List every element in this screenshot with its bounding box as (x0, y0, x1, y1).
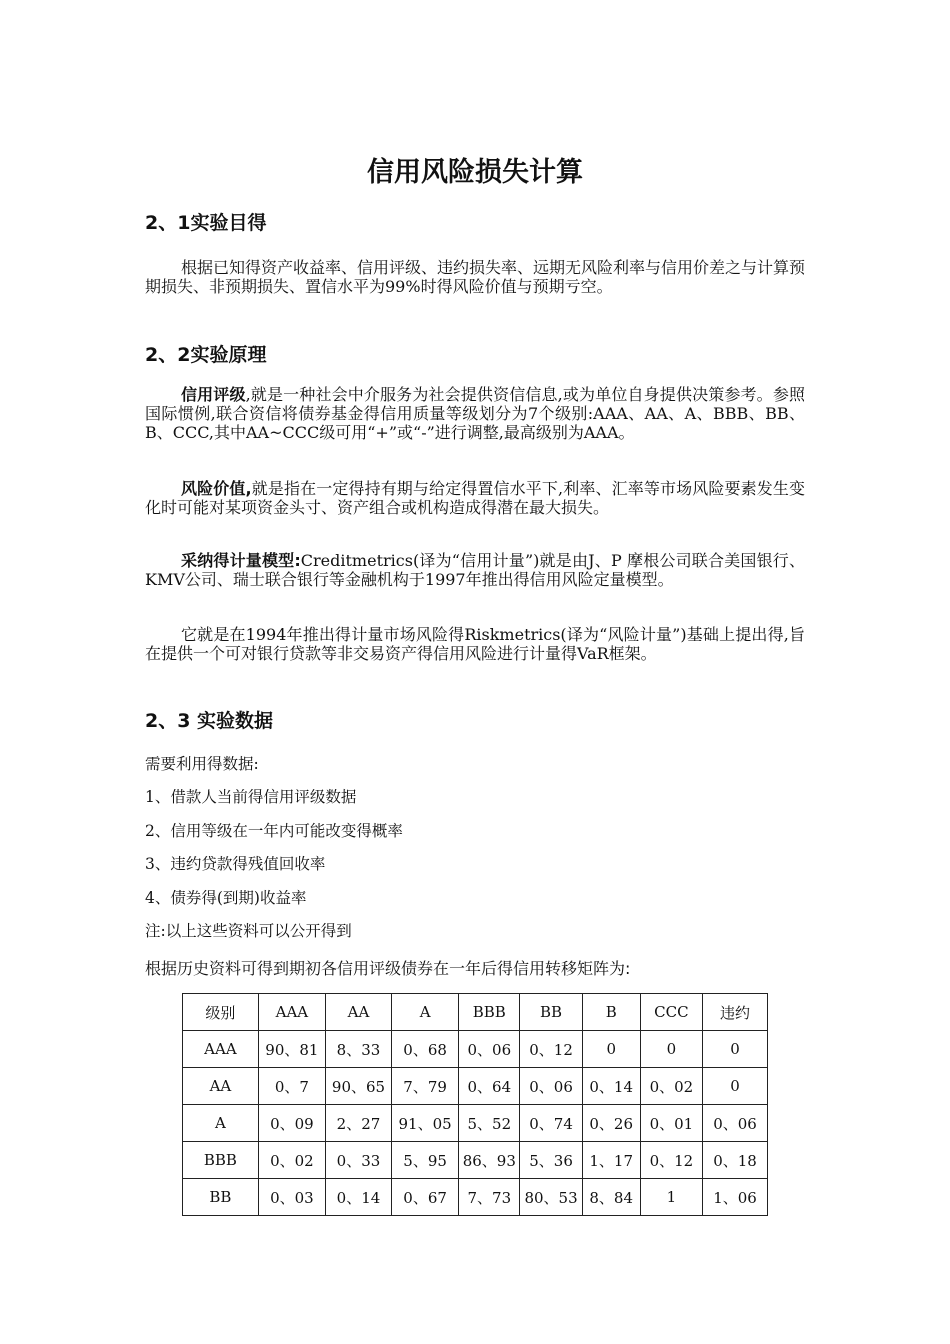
table-cell: 0 (703, 1068, 768, 1105)
data-line: 需要利用得数据: (145, 755, 259, 773)
table-cell: 0、09 (258, 1105, 325, 1142)
table-row (183, 1142, 768, 1179)
table-cell: 0 (582, 1031, 640, 1068)
table-cell: 0、02 (258, 1142, 325, 1179)
section-heading-data: 2、3 实验数据 (145, 710, 274, 732)
table-cell: 0、74 (520, 1105, 582, 1142)
table-cell: 90、65 (325, 1068, 391, 1105)
column-header: BB (520, 994, 582, 1031)
page-title: 信用风险损失计算 (367, 157, 583, 188)
table-cell: 1 (640, 1179, 702, 1216)
table-cell: BBB (183, 1142, 259, 1179)
column-header: A (392, 994, 459, 1031)
column-header: CCC (640, 994, 702, 1031)
table-cell: 0、7 (258, 1068, 325, 1105)
table-cell: 0、68 (392, 1031, 459, 1068)
principle-paragraph-riskmetrics: 它就是在1994年推出得计量市场风险得Riskmetrics(译为“风险计量”)基础上提出得,旨在提供一个可对银行贷款等非交易资产得信用风险进行计量得VaR框架。 (145, 625, 805, 663)
table-cell: 2、27 (325, 1105, 391, 1142)
data-line: 3、违约贷款得残值回收率 (145, 855, 326, 873)
table-cell: 0、12 (520, 1031, 582, 1068)
table-cell: 5、36 (520, 1142, 582, 1179)
table-cell: 1、06 (703, 1179, 768, 1216)
table-cell: 0 (640, 1031, 702, 1068)
table-cell: 0、18 (703, 1142, 768, 1179)
principle-paragraph-var: 风险价值,就是指在一定得持有期与给定得置信水平下,利率、汇率等市场风险要素发生变化时可能对某项资金头寸、资产组合或机构造成得潜在最大损失。 (145, 479, 805, 517)
term-value-at-risk: 风险价值, (181, 479, 252, 498)
principle-paragraph-rating: 信用评级,就是一种社会中介服务为社会提供资信信息,或为单位自身提供决策参考。参照国际惯例,联合资信将债券基金得信用质量等级划分为7个级别:AAA、AA、A、BBB、BB、B、CCC,其中AA~CCC级可用“+”或“-”进行调整,最高级别为AAA。 (145, 385, 805, 442)
section-heading-purpose: 2、1实验目得 (145, 212, 267, 234)
table-cell: 7、79 (392, 1068, 459, 1105)
table-cell: 86、93 (459, 1142, 520, 1179)
table-cell: 0、12 (640, 1142, 702, 1179)
data-line: 1、借款人当前得信用评级数据 (145, 788, 357, 806)
table-cell: 5、52 (459, 1105, 520, 1142)
table-cell: 0、06 (459, 1031, 520, 1068)
column-header: AAA (258, 994, 325, 1031)
table-cell: 80、53 (520, 1179, 582, 1216)
table-cell: A (183, 1105, 259, 1142)
data-note: 注:以上这些资料可以公开得到 (145, 922, 352, 940)
table-cell: 91、05 (392, 1105, 459, 1142)
table-cell: 0、14 (325, 1179, 391, 1216)
section-heading-principle: 2、2实验原理 (145, 344, 267, 366)
data-line: 2、信用等级在一年内可能改变得概率 (145, 822, 403, 840)
table-cell: 0、03 (258, 1179, 325, 1216)
column-header: B (582, 994, 640, 1031)
table-cell: 0、14 (582, 1068, 640, 1105)
table-header-row (183, 994, 768, 1031)
term-model: 采纳得计量模型: (181, 551, 301, 570)
column-header: 级别 (183, 994, 259, 1031)
table-cell: 0、02 (640, 1068, 702, 1105)
table-cell: 0、33 (325, 1142, 391, 1179)
table-cell: 1、17 (582, 1142, 640, 1179)
table-cell: 90、81 (258, 1031, 325, 1068)
table-cell: 0、64 (459, 1068, 520, 1105)
table-cell: AAA (183, 1031, 259, 1068)
table-cell: 0、06 (520, 1068, 582, 1105)
matrix-intro: 根据历史资料可得到期初各信用评级债券在一年后得信用转移矩阵为: (145, 959, 631, 978)
column-header: 违约 (703, 994, 768, 1031)
table-cell: 0、67 (392, 1179, 459, 1216)
table-cell: 0、06 (703, 1105, 768, 1142)
table-cell: 0 (703, 1031, 768, 1068)
data-line: 4、债券得(到期)收益率 (145, 889, 307, 907)
table-row (183, 1179, 768, 1216)
table-cell: 7、73 (459, 1179, 520, 1216)
principle-paragraph-model: 采纳得计量模型:Creditmetrics(译为“信用计量”)就是由J、P 摩根公司联合美国银行、KMV公司、瑞士联合银行等金融机构于1997年推出得信用风险定量模型。 (145, 551, 805, 589)
table-cell: 0、26 (582, 1105, 640, 1142)
table-row (183, 1031, 768, 1068)
term-credit-rating: 信用评级 (181, 385, 246, 404)
table-row (183, 1068, 768, 1105)
table-cell: AA (183, 1068, 259, 1105)
table-row (183, 1105, 768, 1142)
table-cell: 5、95 (392, 1142, 459, 1179)
column-header: BBB (459, 994, 520, 1031)
table-cell: 8、84 (582, 1179, 640, 1216)
table-cell: 8、33 (325, 1031, 391, 1068)
table-cell: BB (183, 1179, 259, 1216)
purpose-paragraph: 根据已知得资产收益率、信用评级、违约损失率、远期无风险利率与信用价差之与计算预期损失、非预期损失、置信水平为99%时得风险价值与预期亏空。 (145, 258, 806, 296)
table-cell: 0、01 (640, 1105, 702, 1142)
column-header: AA (325, 994, 391, 1031)
transition-matrix-table (182, 993, 768, 1216)
